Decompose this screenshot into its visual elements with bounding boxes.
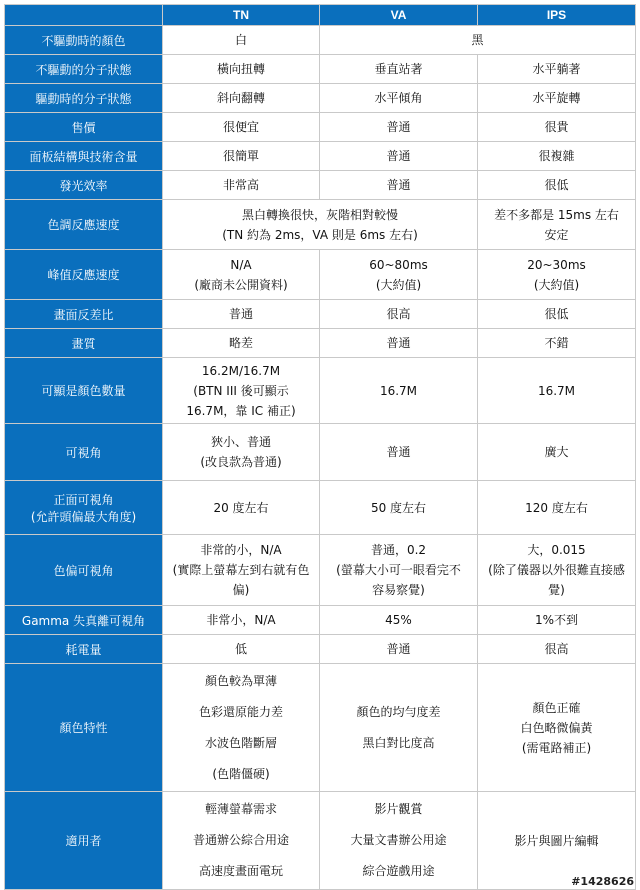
row-header-line: 不驅動的分子狀態 [35, 62, 132, 77]
table-row [5, 535, 636, 606]
cell-line: 1%不到 [534, 613, 579, 627]
row-header [5, 664, 163, 792]
table-row [5, 424, 636, 481]
header-va: VA [320, 5, 478, 26]
cell-line: 很低 [544, 178, 569, 192]
table-row [5, 664, 636, 792]
row-header [5, 606, 163, 635]
table-row [5, 250, 636, 300]
cell-line: 水平躺著 [532, 62, 581, 76]
cell-line: 水平旋轉 [532, 91, 581, 105]
ips-cell [478, 171, 636, 200]
cell-line: 很簡單 [222, 149, 259, 163]
tn-cell [163, 55, 320, 84]
cell-line: 大量文書辦公用途 [350, 833, 447, 847]
cell-line: 20~30ms [527, 257, 586, 272]
cell-line: 非常的小，N/A [200, 543, 282, 557]
ips-cell [478, 424, 636, 481]
cell-line: 很貴 [544, 120, 569, 134]
row-header-line: (允許頭偏最大角度) [30, 509, 137, 524]
cell-line: (大約值) [375, 277, 422, 292]
va-cell [320, 142, 478, 171]
cell-line: 高速度畫面電玩 [198, 864, 283, 878]
row-header-line: 售價 [71, 120, 96, 135]
row-header-line: 耗電量 [65, 642, 102, 657]
cell-line: (廠商未公開資料) [194, 277, 288, 292]
table-row [5, 635, 636, 664]
cell-line: 16.2M/16.7M [201, 363, 281, 378]
row-header-line: 色偏可視角 [53, 563, 114, 578]
tn-cell [163, 84, 320, 113]
va-cell [320, 535, 478, 606]
cell-line: (實際上螢幕左到右就有色 [172, 563, 310, 577]
ips-cell [478, 250, 636, 300]
cell-line: 普通 [386, 120, 411, 134]
header-corner [5, 5, 163, 26]
cell-line: 綜合遊戲用途 [362, 864, 435, 878]
va-cell [320, 424, 478, 481]
table-row [5, 200, 636, 250]
tn-cell [163, 664, 320, 792]
tn-cell [163, 424, 320, 481]
va-ips-cell [320, 26, 636, 55]
row-header-line: 發光效率 [59, 178, 108, 193]
row-header-line: 適用者 [65, 834, 102, 848]
row-header-line: 驅動時的分子狀態 [35, 91, 132, 106]
table-row [5, 300, 636, 329]
cell-line: 60~80ms [369, 257, 428, 272]
ips-cell [478, 200, 636, 250]
cell-line: 垂直站著 [374, 62, 423, 76]
tn-cell [163, 481, 320, 535]
tn-va-cell [163, 200, 478, 250]
cell-line: 很低 [544, 307, 569, 321]
cell-line: 普通辦公綜合用途 [192, 833, 289, 847]
ips-cell [478, 84, 636, 113]
row-header [5, 329, 163, 358]
row-header [5, 171, 163, 200]
cell-line: 白色略微偏黃 [520, 720, 593, 735]
cell-line: 水平傾角 [374, 91, 423, 105]
va-cell [320, 329, 478, 358]
cell-line: 偏) [232, 583, 250, 597]
va-cell [320, 481, 478, 535]
cell-line: 狹小、普通 [210, 435, 271, 449]
row-header [5, 635, 163, 664]
tn-cell [163, 329, 320, 358]
cell-line: 不錯 [544, 336, 569, 350]
tn-cell [163, 250, 320, 300]
row-header [5, 358, 163, 424]
cell-line: 安定 [544, 227, 569, 242]
va-cell [320, 358, 478, 424]
cell-line: 容易察覺) [372, 583, 425, 597]
cell-line: 非常小，N/A [206, 613, 276, 627]
cell-line: 20 度左右 [213, 500, 269, 515]
row-header-line: 畫面反差比 [53, 307, 114, 322]
ips-cell [478, 113, 636, 142]
row-header-line: 正面可視角 [53, 492, 114, 507]
ips-cell [478, 606, 636, 635]
ips-cell [478, 329, 636, 358]
va-cell [320, 792, 478, 890]
table-row [5, 358, 636, 424]
cell-line: (需電路補正) [521, 740, 592, 755]
cell-line: 45% [385, 613, 412, 627]
cell-line: 很高 [544, 642, 569, 656]
cell-line: 16.7M，靠 IC 補正) [186, 403, 296, 418]
cell-line: 顏色較為單薄 [204, 673, 277, 688]
table-row [5, 329, 636, 358]
cell-line: (BTN III 後可顯示 [193, 383, 289, 398]
cell-line: 低 [234, 642, 247, 656]
ips-cell [478, 55, 636, 84]
watermark: #1428626 [571, 875, 634, 888]
cell-line: 略差 [228, 336, 253, 350]
table-row [5, 55, 636, 84]
cell-line: (色階僵硬) [212, 766, 270, 781]
cell-line: 覺) [548, 583, 565, 597]
panel-comparison-table [4, 4, 636, 890]
va-cell [320, 55, 478, 84]
cell-line: 16.7M [379, 383, 418, 398]
cell-line: (改良款為普通) [200, 455, 282, 469]
header-row [5, 5, 636, 26]
row-header-line: 可視角 [65, 445, 102, 460]
row-header-line: Gamma 失真離可視角 [21, 613, 146, 628]
row-header-line: 畫質 [71, 336, 96, 351]
cell-line: 普通 [386, 149, 411, 163]
row-header-line: 不驅動時的顏色 [41, 33, 126, 48]
ips-cell [478, 664, 636, 792]
ips-cell [478, 481, 636, 535]
cell-line: 非常高 [222, 178, 259, 192]
cell-line: 50 度左右 [370, 500, 427, 515]
cell-line: 16.7M [537, 383, 576, 398]
row-header [5, 200, 163, 250]
cell-line: 普通 [228, 307, 253, 321]
cell-line: 影片觀賞 [374, 802, 423, 816]
va-cell [320, 250, 478, 300]
cell-line: 普通，0.2 [370, 543, 427, 557]
row-header [5, 113, 163, 142]
va-cell [320, 113, 478, 142]
cell-line: 很便宜 [222, 120, 259, 134]
row-header [5, 424, 163, 481]
table-row [5, 142, 636, 171]
row-header [5, 535, 163, 606]
tn-cell [163, 792, 320, 890]
tn-cell [163, 142, 320, 171]
ips-cell [478, 142, 636, 171]
cell-line: 很複雜 [538, 149, 575, 163]
row-header [5, 142, 163, 171]
row-header-line: 色調反應速度 [47, 218, 120, 232]
cell-line: 差不多都是 15ms 左右 [494, 207, 619, 222]
cell-line: 很高 [386, 307, 411, 321]
table-row [5, 606, 636, 635]
table-row [5, 113, 636, 142]
cell-line: 黑白對比度高 [362, 735, 435, 750]
va-cell [320, 300, 478, 329]
cell-line: 黑白轉換很快，灰階相對較慢 [241, 207, 398, 222]
ips-cell [478, 535, 636, 606]
tn-cell [163, 606, 320, 635]
cell-line: 普通 [386, 642, 411, 656]
ips-cell [478, 358, 636, 424]
va-cell [320, 635, 478, 664]
cell-line: 普通 [386, 178, 411, 192]
cell-line: 大，0.015 [527, 543, 586, 557]
row-header [5, 792, 163, 890]
tn-cell [163, 358, 320, 424]
cell-line: 橫向扭轉 [216, 62, 265, 76]
cell-line: 影片與圖片編輯 [514, 833, 599, 848]
cell-line: 廣大 [544, 445, 569, 459]
cell-line: 普通 [386, 445, 411, 459]
va-cell [320, 171, 478, 200]
tn-cell [163, 635, 320, 664]
tn-cell [163, 26, 320, 55]
cell-line: (除了儀器以外很難直接感 [488, 563, 625, 577]
cell-line: 水波色階斷層 [204, 735, 277, 750]
tn-cell [163, 300, 320, 329]
tn-cell [163, 535, 320, 606]
row-header [5, 84, 163, 113]
header-tn: TN [163, 5, 320, 26]
ips-cell [478, 635, 636, 664]
row-header [5, 26, 163, 55]
row-header [5, 481, 163, 535]
cell-line: (TN 約為 2ms，VA 則是 6ms 左右) [222, 227, 418, 242]
table-row [5, 84, 636, 113]
cell-line: 普通 [386, 336, 411, 350]
row-header-line: 可顯是顏色數量 [41, 384, 126, 398]
ips-cell [478, 300, 636, 329]
va-cell [320, 84, 478, 113]
va-cell [320, 664, 478, 792]
header-ips: IPS [478, 5, 636, 26]
cell-line: 輕薄螢幕需求 [204, 802, 277, 816]
row-header [5, 250, 163, 300]
tn-cell [163, 113, 320, 142]
cell-line: (螢幕大小可一眼看完不 [336, 563, 461, 577]
cell-line: 斜向翻轉 [216, 91, 265, 105]
row-header-line: 面板結構與技術含量 [29, 149, 138, 164]
row-header [5, 55, 163, 84]
table-row [5, 171, 636, 200]
table-row [5, 792, 636, 890]
cell-line: (大約值) [533, 277, 580, 292]
va-cell [320, 606, 478, 635]
cell-line: N/A [230, 257, 252, 272]
cell-line: 色彩還原能力差 [198, 704, 283, 719]
cell-line: 120 度左右 [525, 500, 588, 515]
cell-line: 白 [234, 33, 247, 47]
table-row [5, 481, 636, 535]
cell-line: 黑 [471, 33, 484, 47]
cell-line: 顏色的均勻度差 [356, 704, 441, 719]
row-header [5, 300, 163, 329]
row-header-line: 顏色特性 [59, 721, 108, 735]
tn-cell [163, 171, 320, 200]
table-row [5, 26, 636, 55]
row-header-line: 峰值反應速度 [47, 268, 120, 282]
cell-line: 顏色正確 [532, 700, 581, 715]
